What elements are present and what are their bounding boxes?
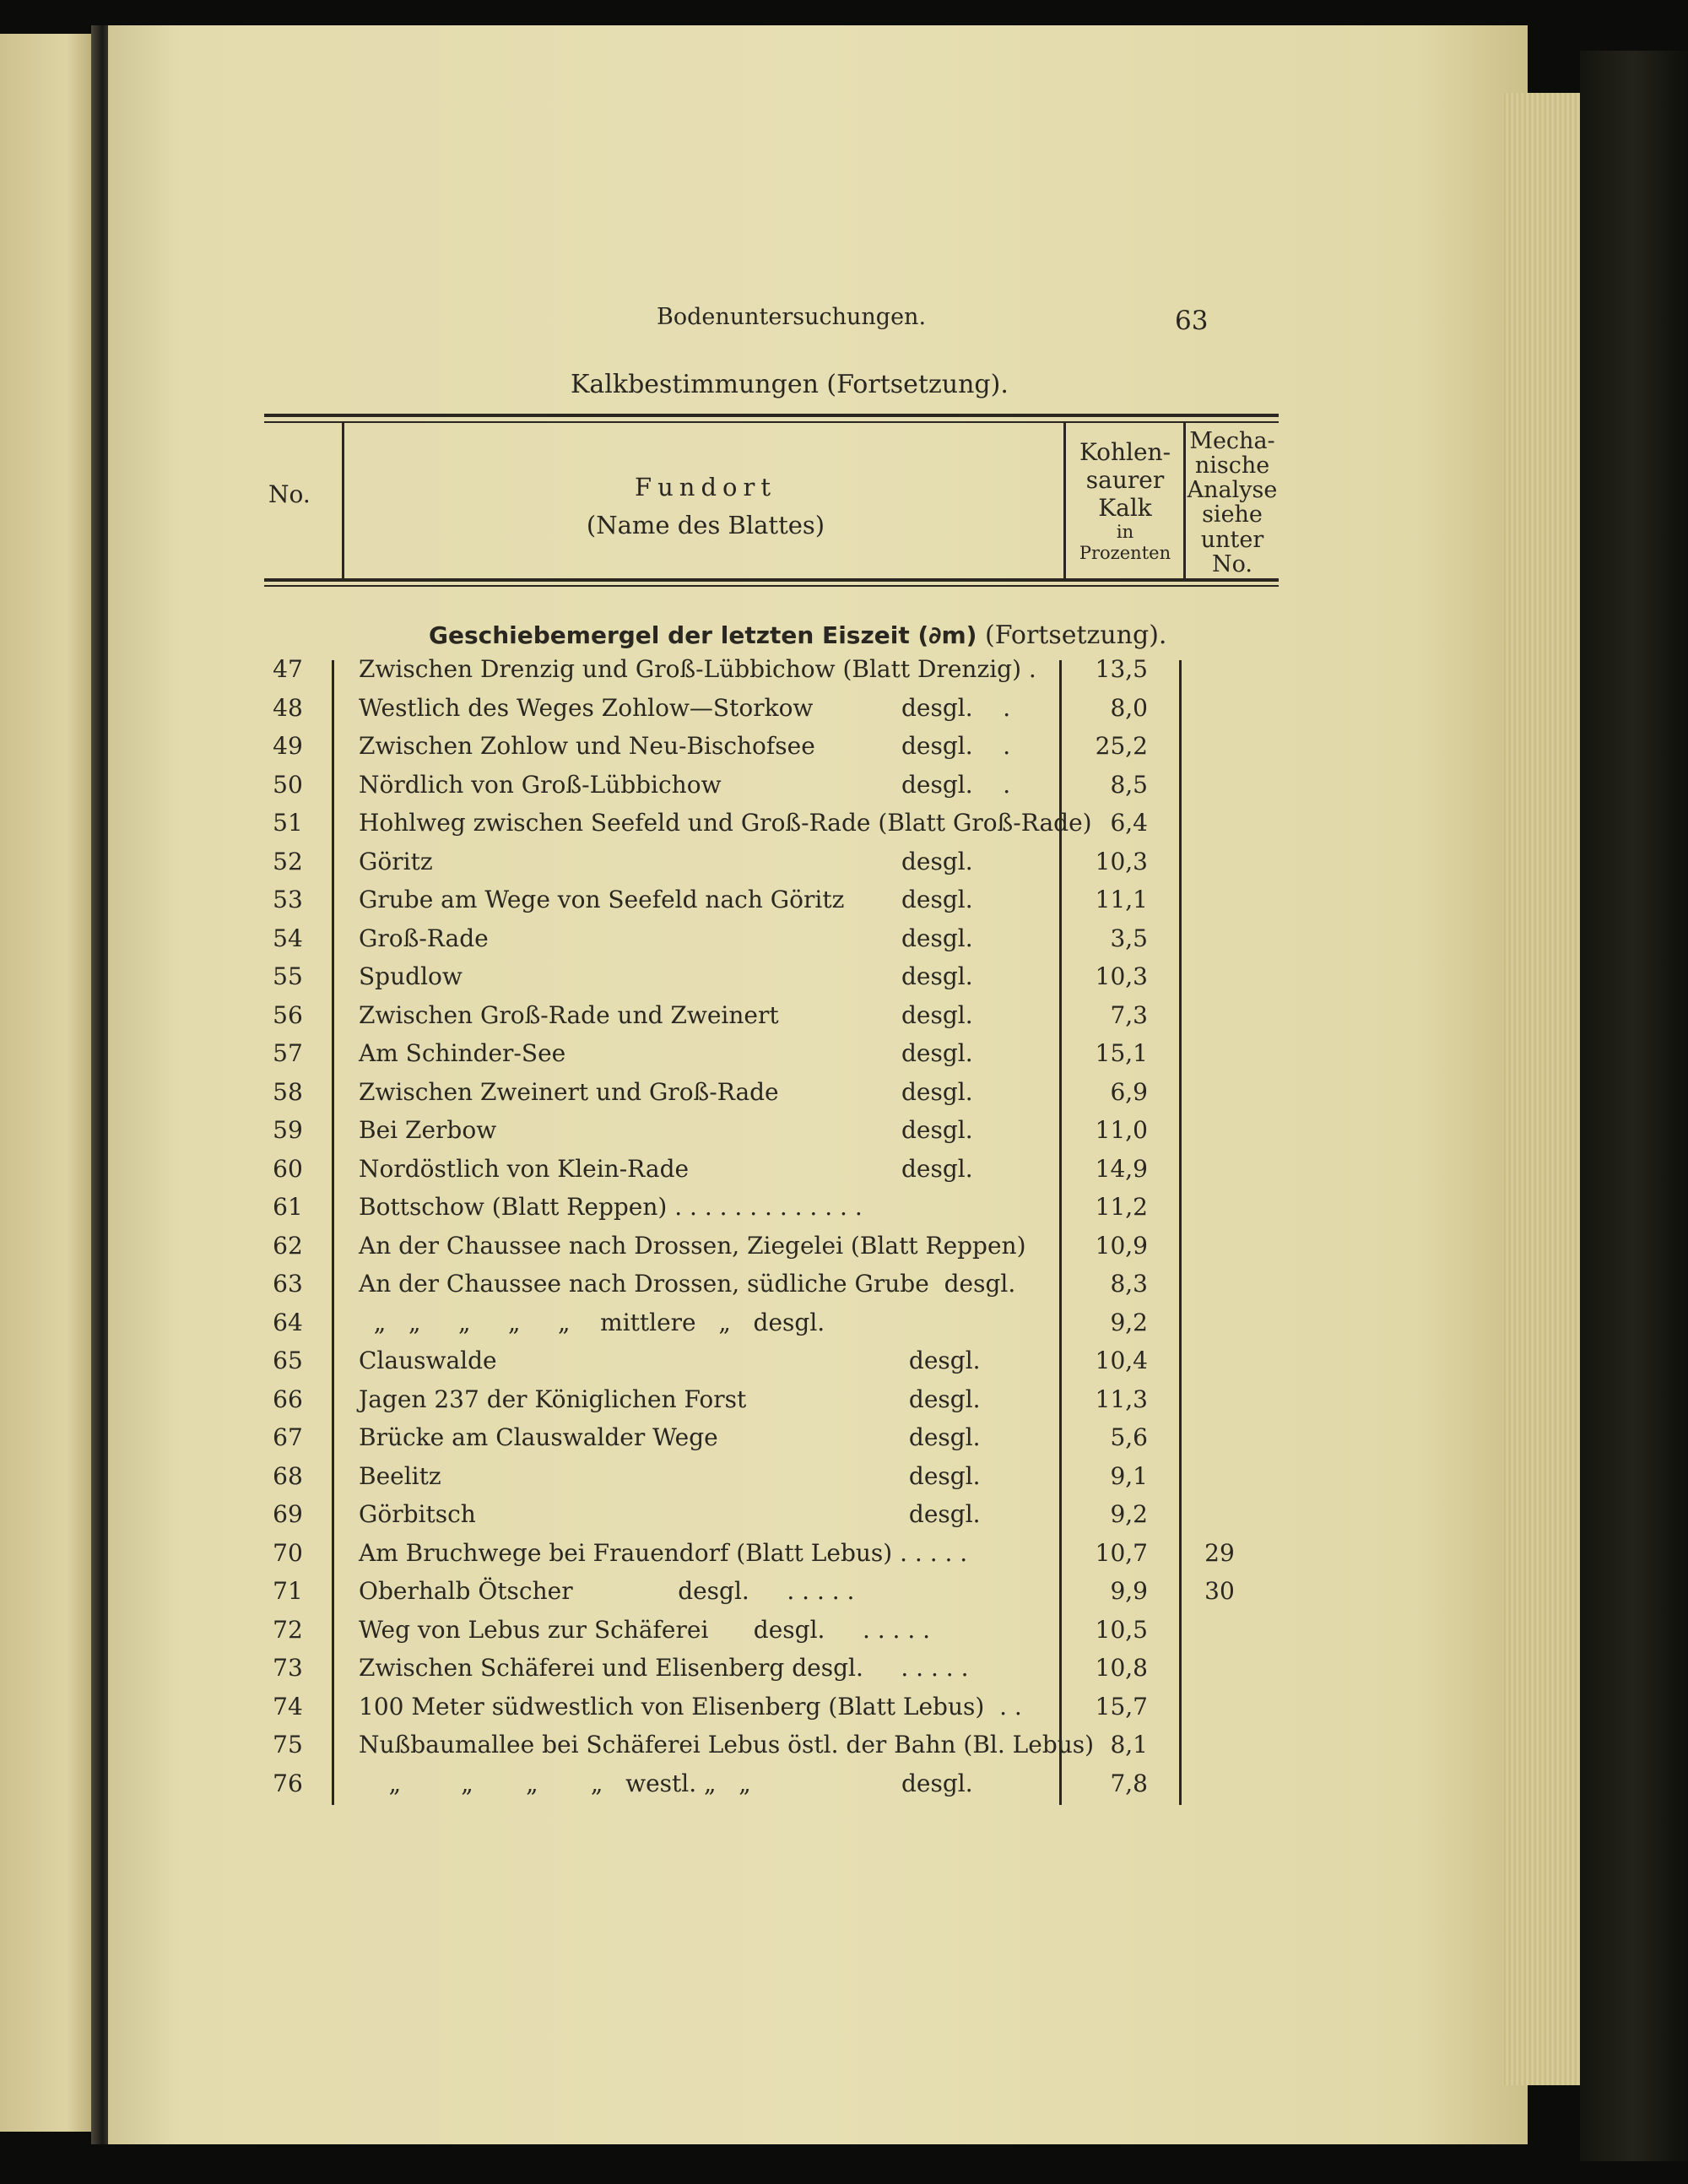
row-kalk-value: 9,9 [1110, 1577, 1148, 1605]
row-fundort: Grube am Wege von Seefeld nach Göritz [359, 886, 845, 913]
table-row [253, 1500, 1317, 1538]
row-fundort: Zwischen Zweinert und Groß-Rade [359, 1077, 779, 1106]
row-kalk-value: 8,5 [1110, 770, 1148, 799]
row-fundort: Hohlweg zwischen Seefeld und Groß-Rade (Blatt Groß-Rade) [359, 809, 1092, 837]
row-fundort: 100 Meter südwestlich von Elisenberg (Blatt Lebus) . . [359, 1692, 1022, 1721]
header-kohlensaurer-kalk [1065, 439, 1185, 563]
row-number: 69 [273, 1500, 303, 1528]
row-number: 70 [273, 1538, 303, 1567]
row-fundort: „ „ „ „ westl. „ „ [359, 1769, 751, 1797]
row-mech-ref: 30 [1204, 1577, 1235, 1605]
row-desgl: desgl. [901, 1461, 981, 1490]
row-number: 48 [273, 693, 303, 722]
row-number: 57 [273, 1039, 303, 1067]
row-kalk-value: 9,1 [1110, 1461, 1148, 1490]
row-fundort: Nördlich von Groß-Lübbichow [359, 770, 722, 799]
header-mech-line: nische [1194, 453, 1270, 480]
table-row [253, 655, 1317, 693]
row-fundort: Clauswalde [359, 1347, 497, 1374]
table-row [253, 1385, 1317, 1423]
row-desgl: desgl. [901, 1347, 981, 1374]
row-kalk-value: 8,1 [1110, 1731, 1148, 1759]
row-fundort: Zwischen Groß-Rade und Zweinert [359, 1000, 779, 1029]
book-cover [1580, 51, 1688, 2161]
header-kohlen-unit: Prozenten [1079, 542, 1171, 563]
row-kalk-value: 14,9 [1095, 1154, 1148, 1183]
section-heading-rest: (Fortsetzung). [985, 621, 1167, 650]
row-number: 54 [273, 924, 303, 952]
row-fundort: An der Chaussee nach Drossen, südliche Grube desgl. [359, 1270, 1016, 1298]
row-kalk-value: 10,4 [1095, 1347, 1148, 1374]
header-kohlen-line: Kohlen- [1079, 438, 1171, 466]
table-row [253, 1193, 1317, 1231]
row-number: 53 [273, 886, 303, 913]
row-number: 61 [273, 1193, 303, 1221]
row-number: 59 [273, 1116, 303, 1144]
row-kalk-value: 5,6 [1110, 1423, 1148, 1451]
header-kohlen-unit: in [1116, 522, 1134, 543]
row-fundort: Am Schinder-See [359, 1039, 566, 1067]
header-no: No. [268, 480, 311, 508]
row-desgl: desgl. [901, 1077, 973, 1106]
row-fundort: Groß-Rade [359, 924, 489, 952]
row-number: 49 [273, 732, 303, 760]
row-kalk-value: 9,2 [1110, 1500, 1148, 1528]
table-row [253, 1423, 1317, 1461]
row-kalk-value: 11,2 [1095, 1193, 1148, 1221]
row-desgl: desgl. . [901, 770, 1011, 799]
row-number: 65 [273, 1347, 303, 1374]
row-kalk-value: 3,5 [1110, 924, 1148, 952]
row-number: 76 [273, 1769, 303, 1797]
row-number: 60 [273, 1154, 303, 1183]
row-number: 56 [273, 1000, 303, 1029]
row-number: 74 [273, 1692, 303, 1721]
header-kohlen-line: Kalk [1098, 493, 1152, 522]
table-row [253, 1001, 1317, 1039]
table-row [253, 1616, 1317, 1654]
section-heading-bold: Geschiebemergel der letzten Eiszeit (∂m) [429, 621, 977, 649]
row-kalk-value: 11,1 [1095, 886, 1148, 913]
row-number: 72 [273, 1615, 303, 1644]
page-number: 63 [1175, 306, 1209, 336]
row-fundort: Zwischen Zohlow und Neu-Bischofsee [359, 732, 815, 760]
header-top-rule-thin [264, 421, 1279, 423]
row-desgl: desgl. . [901, 693, 1011, 722]
header-mech-line: Analyse [1187, 477, 1278, 504]
row-kalk-value: 11,3 [1095, 1385, 1148, 1413]
row-fundort: Nußbaumallee bei Schäferei Lebus östl. der Bahn (Bl. Lebus) [359, 1731, 1095, 1759]
table-row [253, 1116, 1317, 1154]
header-kohlen-line: saurer [1085, 465, 1165, 494]
table-row [253, 1693, 1317, 1731]
row-desgl: desgl. [901, 1423, 981, 1451]
row-number: 64 [273, 1308, 303, 1336]
header-bottom-rule-thin [264, 585, 1279, 587]
row-fundort: „ „ „ „ „ mittlere „ desgl. [359, 1308, 825, 1336]
table-row [253, 924, 1317, 962]
row-kalk-value: 9,2 [1110, 1308, 1148, 1336]
row-kalk-value: 10,7 [1095, 1538, 1148, 1567]
row-number: 68 [273, 1461, 303, 1490]
row-kalk-value: 15,7 [1095, 1692, 1148, 1721]
row-fundort: Zwischen Drenzig und Groß-Lübbichow (Blatt Drenzig) . [359, 655, 1036, 683]
row-number: 47 [273, 655, 303, 683]
header-mech-line: No. [1212, 550, 1252, 577]
row-fundort: Weg von Lebus zur Schäferei desgl. . . . . . [359, 1615, 931, 1644]
table-row [253, 1039, 1317, 1077]
row-fundort: Beelitz [359, 1461, 441, 1490]
table-row [253, 1731, 1317, 1769]
row-mech-ref: 29 [1204, 1538, 1235, 1567]
row-number: 75 [273, 1731, 303, 1759]
header-mechanische-analyse [1185, 429, 1280, 577]
table-row [253, 1232, 1317, 1270]
row-fundort: Bei Zerbow [359, 1116, 497, 1144]
row-number: 67 [273, 1423, 303, 1451]
header-bottom-rule-thick [264, 578, 1279, 582]
table-row [253, 1347, 1317, 1385]
table-row [253, 771, 1317, 809]
row-kalk-value: 6,9 [1110, 1077, 1148, 1106]
row-number: 62 [273, 1231, 303, 1260]
table-row [253, 809, 1317, 847]
row-fundort: Am Bruchwege bei Frauendorf (Blatt Lebus) . . . . . [359, 1538, 968, 1567]
row-kalk-value: 7,3 [1110, 1000, 1148, 1029]
row-fundort: Göritz [359, 847, 433, 875]
row-number: 55 [273, 962, 303, 990]
table-row [253, 848, 1317, 886]
table-row [253, 1309, 1317, 1347]
table-row [253, 1539, 1317, 1577]
row-desgl: desgl. [901, 962, 973, 990]
row-kalk-value: 11,0 [1095, 1116, 1148, 1144]
row-kalk-value: 10,8 [1095, 1654, 1148, 1682]
table-row [253, 1078, 1317, 1116]
header-fundort-subtitle: (Name des Blattes) [586, 510, 825, 539]
row-kalk-value: 10,5 [1095, 1615, 1148, 1644]
row-fundort: Jagen 237 der Königlichen Forst [359, 1385, 747, 1413]
row-kalk-value: 10,9 [1095, 1231, 1148, 1260]
row-desgl: desgl. . [901, 732, 1011, 760]
row-kalk-value: 25,2 [1095, 732, 1148, 760]
table-row [253, 1769, 1317, 1807]
row-number: 52 [273, 847, 303, 875]
row-fundort: Spudlow [359, 962, 463, 990]
row-desgl: desgl. [901, 886, 973, 913]
row-desgl: desgl. [901, 1116, 973, 1144]
table-row [253, 962, 1317, 1000]
row-kalk-value: 10,3 [1095, 847, 1148, 875]
row-fundort: Nordöstlich von Klein-Rade [359, 1154, 690, 1183]
table-title: Kalkbestimmungen (Fortsetzung). [571, 370, 1009, 399]
row-desgl: desgl. [901, 1039, 973, 1067]
row-desgl: desgl. [901, 1500, 981, 1528]
row-kalk-value: 8,0 [1110, 693, 1148, 722]
header-mech-line: Mecha- [1189, 428, 1275, 454]
table-row [253, 694, 1317, 732]
page-block-edge [1502, 93, 1580, 2085]
row-fundort: Brücke am Clauswalder Wege [359, 1423, 718, 1451]
table-row [253, 1577, 1317, 1615]
book-gutter [91, 25, 110, 2144]
row-number: 51 [273, 809, 303, 837]
section-heading [429, 621, 1166, 650]
header-fundort [344, 469, 1067, 545]
table-row [253, 1462, 1317, 1500]
row-fundort: An der Chaussee nach Drossen, Ziegelei (Blatt Reppen) [359, 1231, 1026, 1260]
table-row [253, 1270, 1317, 1308]
row-kalk-value: 8,3 [1110, 1270, 1148, 1298]
row-number: 58 [273, 1077, 303, 1106]
row-number: 66 [273, 1385, 303, 1413]
row-number: 63 [273, 1270, 303, 1298]
table-row [253, 1654, 1317, 1692]
row-desgl: desgl. [901, 1385, 981, 1413]
row-kalk-value: 15,1 [1095, 1039, 1148, 1067]
row-desgl: desgl. [901, 1154, 973, 1183]
row-fundort: Görbitsch [359, 1500, 476, 1528]
row-kalk-value: 10,3 [1095, 962, 1148, 990]
running-title: Bodenuntersuchungen. [657, 304, 927, 330]
row-desgl: desgl. [901, 1769, 973, 1797]
table-row [253, 732, 1317, 770]
table-row [253, 886, 1317, 924]
row-desgl: desgl. [901, 1000, 973, 1029]
row-kalk-value: 7,8 [1110, 1769, 1148, 1797]
row-fundort: Oberhalb Ötscher desgl. . . . . . [359, 1577, 855, 1605]
header-mech-line: unter [1200, 526, 1264, 553]
row-desgl: desgl. [901, 847, 973, 875]
row-desgl: desgl. [901, 924, 973, 952]
header-top-rule-thick [264, 414, 1279, 417]
facing-page-edge [0, 34, 95, 2132]
header-mech-line: siehe [1202, 501, 1263, 528]
row-kalk-value: 13,5 [1095, 655, 1148, 683]
table-row [253, 1155, 1317, 1193]
row-number: 71 [273, 1577, 303, 1605]
row-fundort: Westlich des Weges Zohlow—Storkow [359, 693, 814, 722]
row-kalk-value: 6,4 [1110, 809, 1148, 837]
row-fundort: Zwischen Schäferei und Elisenberg desgl. . . . . . [359, 1654, 969, 1682]
header-fundort-title: Fundort [634, 473, 777, 501]
row-number: 50 [273, 770, 303, 799]
row-fundort: Bottschow (Blatt Reppen) . . . . . . . . . . . . . [359, 1193, 863, 1221]
row-number: 73 [273, 1654, 303, 1682]
